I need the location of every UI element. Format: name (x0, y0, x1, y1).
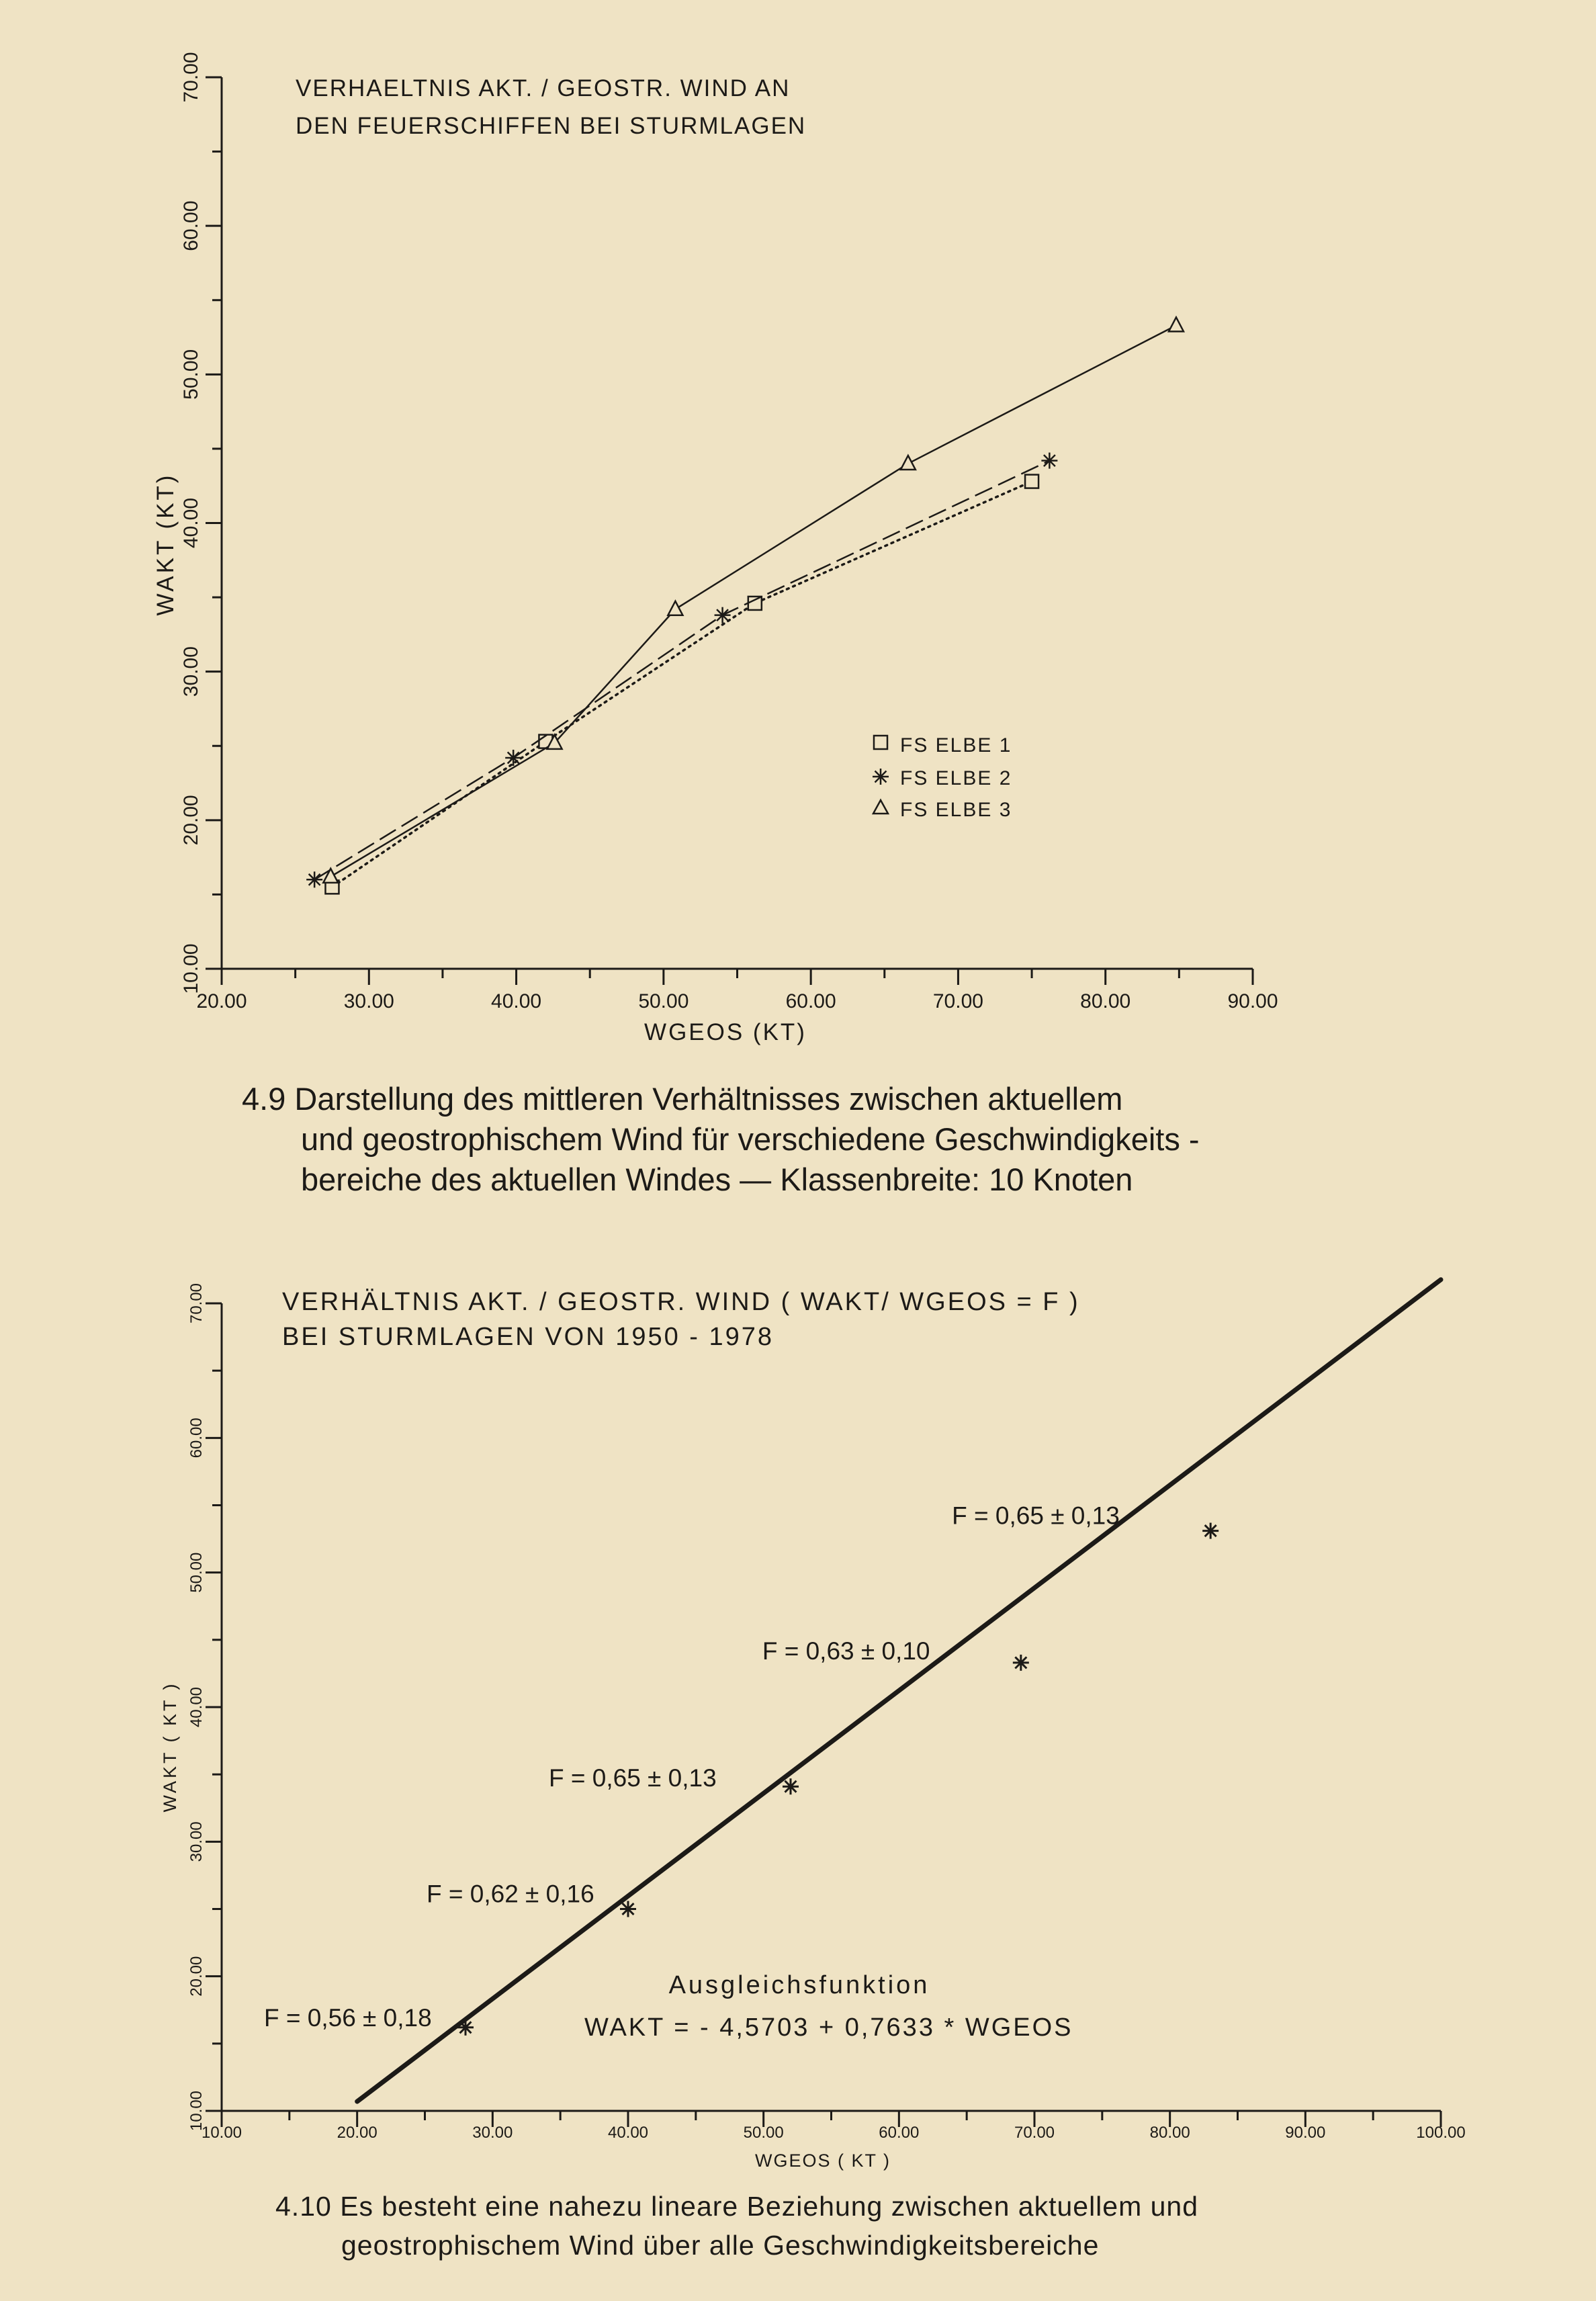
caption2-line1: 4.10 Es besteht eine nahezu lineare Beziehung zwischen aktuellem und (275, 2191, 1199, 2222)
x-tick-label: 30.00 (472, 2124, 513, 2142)
chart2-ylabel: WAKT ( KT ) (160, 1681, 180, 1813)
x-tick-label: 40.00 (607, 2124, 649, 2142)
caption1-line2: und geostrophischem Wind für verschiedene Geschwindigkeits - (301, 1121, 1200, 1157)
x-tick-label: 20.00 (337, 2124, 378, 2142)
marker-triangle-elbe3 (1169, 317, 1184, 331)
y-tick-label: 70.00 (187, 1283, 206, 1324)
data-point-star (1013, 1655, 1029, 1671)
series-line-elbe1 (332, 482, 1032, 887)
y-tick-label: 40.00 (187, 1686, 206, 1728)
marker-star-elbe2 (1041, 453, 1057, 469)
data-point-star (783, 1778, 799, 1794)
legend-square-marker (874, 736, 887, 749)
y-tick-label: 20.00 (180, 795, 202, 846)
x-tick-label: 40.00 (491, 990, 542, 1012)
y-tick-label: 50.00 (180, 349, 202, 400)
caption1-line3: bereiche des aktuellen Windes — Klassenbreite: 10 Knoten (301, 1162, 1133, 1197)
x-tick-label: 70.00 (1014, 2124, 1055, 2142)
legend-label-elbe2: FS ELBE 2 (900, 767, 1012, 789)
x-tick-label: 60.00 (879, 2124, 920, 2142)
marker-star-elbe2 (306, 871, 322, 887)
chart1-legend (873, 734, 1012, 821)
marker-square-elbe1 (748, 597, 762, 610)
x-tick-label: 80.00 (1080, 990, 1131, 1012)
marker-triangle-elbe3 (668, 601, 682, 615)
y-tick-label: 70.00 (180, 52, 202, 103)
legend-star-shape (873, 769, 889, 785)
x-tick-label: 20.00 (196, 990, 247, 1012)
chart2-xlabel: WGEOS ( KT ) (754, 2151, 891, 2171)
marker-star-elbe2 (715, 607, 731, 623)
chart-4-9 (0, 0, 1596, 1061)
ratio-label: F = 0,65 ± 0,13 (549, 1764, 717, 1792)
chart1-series (306, 317, 1184, 894)
chart2-title: VERHÄLTNIS AKT. / GEOSTR. WIND ( WAKT/ WGEOS = F ) (282, 1288, 1080, 1316)
fit-equation: WAKT = - 4,5703 + 0,7633 * WGEOS (584, 2013, 1073, 2042)
data-point-star (1202, 1523, 1218, 1539)
legend-triangle-marker (873, 800, 888, 814)
chart1-title: VERHAELTNIS AKT. / GEOSTR. WIND AN (296, 75, 791, 101)
legend-star-marker (873, 769, 889, 785)
x-tick-label: 30.00 (343, 990, 394, 1012)
legend-item-elbe1 (874, 734, 1012, 756)
marker-triangle-elbe3 (901, 455, 916, 470)
y-tick-label: 10.00 (180, 943, 202, 994)
caption1-line1: 4.9 Darstellung des mittleren Verhältnisses zwischen aktuellem (242, 1081, 1123, 1117)
data-point-star (457, 2020, 474, 2036)
y-tick-label: 10.00 (187, 2090, 206, 2132)
ratio-label: F = 0,63 ± 0,10 (762, 1637, 930, 1665)
ratio-label: F = 0,65 ± 0,13 (952, 1502, 1120, 1530)
x-tick-label: 80.00 (1149, 2124, 1190, 2142)
y-tick-label: 20.00 (187, 1956, 206, 1997)
chart-4-10 (0, 1263, 1596, 2183)
y-tick-label: 60.00 (180, 200, 202, 251)
chart1-ylabel: WAKT (KT) (152, 472, 179, 616)
x-tick-label: 90.00 (1285, 2124, 1326, 2142)
legend-item-elbe3 (873, 799, 1012, 821)
y-tick-label: 40.00 (180, 497, 202, 549)
x-tick-label: 70.00 (932, 990, 983, 1012)
legend-label-elbe3: FS ELBE 3 (900, 799, 1012, 821)
legend-item-elbe2 (873, 767, 1012, 789)
marker-triangle-elbe3 (323, 869, 338, 883)
caption2-line2: geostrophischem Wind über alle Geschwindigkeitsbereiche (341, 2230, 1100, 2261)
caption-4-10 (275, 2187, 1198, 2265)
y-tick-label: 60.00 (187, 1418, 206, 1459)
fit-title: Ausgleichsfunktion (668, 1971, 930, 1999)
ratio-label: F = 0,56 ± 0,18 (264, 2003, 432, 2032)
legend-label-elbe1: FS ELBE 1 (900, 734, 1012, 756)
y-tick-label: 50.00 (187, 1552, 206, 1593)
x-tick-label: 50.00 (638, 990, 689, 1012)
chart2-subtitle: BEI STURMLAGEN VON 1950 - 1978 (282, 1323, 774, 1351)
chart1-subtitle: DEN FEUERSCHIFFEN BEI STURMLAGEN (296, 113, 807, 139)
caption-4-9 (242, 1079, 1200, 1200)
data-point-star (620, 1901, 636, 1917)
x-tick-label: 10.00 (201, 2124, 242, 2142)
y-tick-label: 30.00 (180, 646, 202, 697)
ratio-label: F = 0,62 ± 0,16 (427, 1880, 594, 1908)
x-tick-label: 90.00 (1227, 990, 1278, 1012)
y-tick-label: 30.00 (187, 1821, 206, 1862)
chart1-xlabel: WGEOS (KT) (644, 1019, 807, 1045)
chart2-points (264, 1502, 1218, 2036)
marker-square-elbe1 (1025, 475, 1038, 488)
x-tick-label: 100.00 (1416, 2124, 1466, 2142)
x-tick-label: 50.00 (743, 2124, 784, 2142)
x-tick-label: 60.00 (785, 990, 836, 1012)
